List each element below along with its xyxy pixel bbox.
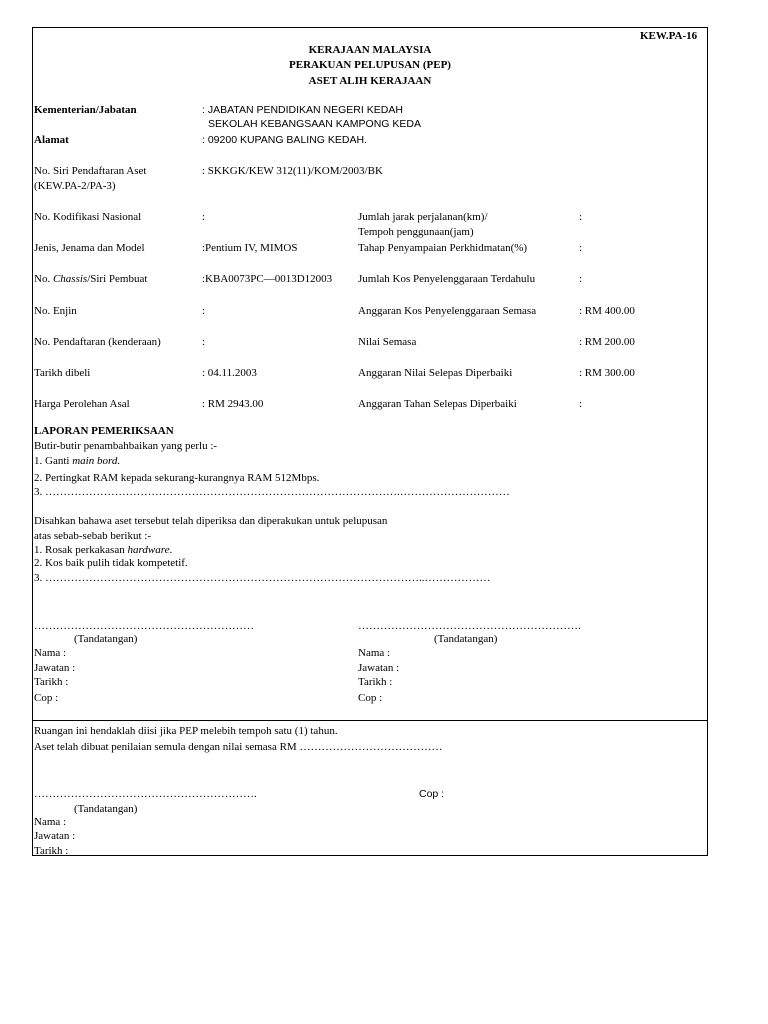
bottom-tarikh: Tarikh : bbox=[34, 845, 69, 857]
kos-terdahulu-value: : bbox=[579, 273, 583, 285]
chassis-value: :KBA0073PC—0013D12003 bbox=[202, 273, 333, 285]
laporan-item-1 bbox=[34, 455, 120, 468]
jenis-value: :Pentium IV, MIMOS bbox=[202, 242, 298, 254]
signature-left-tarikh: Tarikh : bbox=[34, 676, 69, 688]
tahan-diperbaiki-label: Anggaran Tahan Selepas Diperbaiki bbox=[358, 398, 517, 410]
harga-label: Harga Perolehan Asal bbox=[34, 398, 130, 410]
signature-right-dots: ……………………………………………………. bbox=[358, 620, 581, 632]
jarak-label: Jumlah jarak perjalanan(km)/ bbox=[358, 211, 488, 223]
bottom-line-1: Ruangan ini hendaklah diisi jika PEP melebih tempoh satu (1) tahun. bbox=[34, 725, 338, 737]
kos-semasa-label: Anggaran Kos Penyelenggaraan Semasa bbox=[358, 305, 537, 317]
disahkan-item-2: 2. Kos baik pulih tidak kompetetif. bbox=[34, 557, 188, 569]
nilai-diperbaiki-value: : RM 300.00 bbox=[579, 367, 635, 379]
enjin-value: : bbox=[202, 305, 206, 317]
laporan-item-1-italic: main bord. bbox=[72, 455, 121, 467]
laporan-item-2: 2. Pertingkat RAM kepada sekurang-kurangnya RAM 512Mbps. bbox=[34, 472, 320, 484]
kementerian-value-2: SEKOLAH KEBANGSAAN KAMPONG KEDA bbox=[208, 118, 421, 130]
disahkan-item-1-italic: hardware bbox=[127, 544, 170, 556]
form-code: KEW.PA-16 bbox=[640, 30, 698, 42]
tahap-value: : bbox=[579, 242, 583, 254]
jenis-label: Jenis, Jenama dan Model bbox=[34, 242, 145, 254]
kos-terdahulu-label: Jumlah Kos Penyelenggaraan Terdahulu bbox=[358, 273, 536, 285]
signature-left-caption: (Tandatangan) bbox=[74, 633, 138, 645]
signature-left-cop: Cop : bbox=[34, 692, 59, 704]
tahan-diperbaiki-value: : bbox=[579, 398, 583, 410]
disahkan-item-1 bbox=[34, 544, 172, 557]
pendaftaran-label: No. Pendaftaran (kenderaan) bbox=[34, 336, 161, 348]
laporan-item-1-pre: 1. Ganti bbox=[34, 455, 73, 467]
kodifikasi-label: No. Kodifikasi Nasional bbox=[34, 211, 142, 223]
no-siri-label: No. Siri Pendaftaran Aset bbox=[34, 165, 147, 177]
bottom-cop: Cop : bbox=[419, 788, 445, 800]
nilai-semasa-value: : RM 200.00 bbox=[579, 336, 635, 348]
nilai-diperbaiki-label: Anggaran Nilai Selepas Diperbaiki bbox=[358, 367, 513, 379]
jarak-value: : bbox=[579, 211, 583, 223]
tarikh-dibeli-value: : 04.11.2003 bbox=[202, 367, 257, 379]
kementerian-label: Kementerian/Jabatan bbox=[34, 104, 137, 116]
kodifikasi-value: : bbox=[202, 211, 206, 223]
no-siri-sublabel: (KEW.PA-2/PA-3) bbox=[34, 180, 116, 192]
alamat-value: : 09200 KUPANG BALING KEDAH. bbox=[202, 134, 367, 146]
disahkan-line-1: Disahkan bahawa aset tersebut telah diperiksa dan diperakukan untuk pelupusan bbox=[34, 515, 388, 527]
chassis-label-italic: Chassis bbox=[52, 273, 88, 285]
alamat-label: Alamat bbox=[34, 134, 69, 146]
laporan-intro: Butir-butir penambahbaikan yang perlu :- bbox=[34, 440, 218, 452]
kementerian-value-1: : JABATAN PENDIDIKAN NEGERI KEDAH bbox=[202, 104, 403, 116]
bottom-nama: Nama : bbox=[34, 816, 67, 828]
disahkan-item-1-post: . bbox=[169, 544, 173, 556]
signature-left-dots: …………………………………………………… bbox=[34, 620, 254, 632]
section-divider bbox=[33, 720, 707, 721]
nilai-semasa-label: Nilai Semasa bbox=[358, 336, 417, 348]
laporan-item-3: 3. …………………………………………………………………………………….………………………… bbox=[34, 486, 510, 498]
no-siri-value: : SKKGK/KEW 312(11)/KOM/2003/BK bbox=[202, 165, 383, 177]
bottom-signature-dots: ……………………………………………………. bbox=[34, 788, 257, 800]
bottom-signature-caption: (Tandatangan) bbox=[74, 803, 138, 815]
bottom-line-2: Aset telah dibuat penilaian semula dengan nilai semasa RM ………………………………… bbox=[34, 741, 443, 753]
harga-value: : RM 2943.00 bbox=[202, 398, 264, 410]
signature-right-nama: Nama : bbox=[358, 647, 391, 659]
disahkan-line-2: atas sebab-sebab berikut :- bbox=[34, 530, 151, 542]
kos-semasa-value: : RM 400.00 bbox=[579, 305, 635, 317]
signature-left-nama: Nama : bbox=[34, 647, 67, 659]
signature-right-caption: (Tandatangan) bbox=[434, 633, 498, 645]
signature-right-cop: Cop : bbox=[358, 692, 383, 704]
signature-right-tarikh: Tarikh : bbox=[358, 676, 393, 688]
tahap-label: Tahap Penyampaian Perkhidmatan(%) bbox=[358, 242, 528, 254]
enjin-label: No. Enjin bbox=[34, 305, 77, 317]
chassis-label-post: /Siri Pembuat bbox=[87, 273, 148, 285]
signature-left-jawatan: Jawatan : bbox=[34, 662, 76, 674]
chassis-label-pre: No. bbox=[34, 273, 53, 285]
tarikh-dibeli-label: Tarikh dibeli bbox=[34, 367, 91, 379]
header-line-1: KERAJAAN MALAYSIA bbox=[308, 44, 432, 56]
laporan-title: LAPORAN PEMERIKSAAN bbox=[34, 425, 174, 437]
header-line-2: PERAKUAN PELUPUSAN (PEP) bbox=[289, 59, 451, 71]
chassis-label bbox=[34, 273, 147, 286]
disahkan-item-3: 3. …………………………………………………………………………………………..……………… bbox=[34, 572, 491, 584]
bottom-jawatan: Jawatan : bbox=[34, 830, 76, 842]
pendaftaran-value: : bbox=[202, 336, 206, 348]
tempoh-label: Tempoh penggunaan(jam) bbox=[358, 226, 474, 238]
disahkan-item-1-pre: 1. Rosak perkakasan bbox=[34, 544, 128, 556]
signature-right-jawatan: Jawatan : bbox=[358, 662, 400, 674]
header-line-3: ASET ALIH KERAJAAN bbox=[308, 75, 432, 87]
